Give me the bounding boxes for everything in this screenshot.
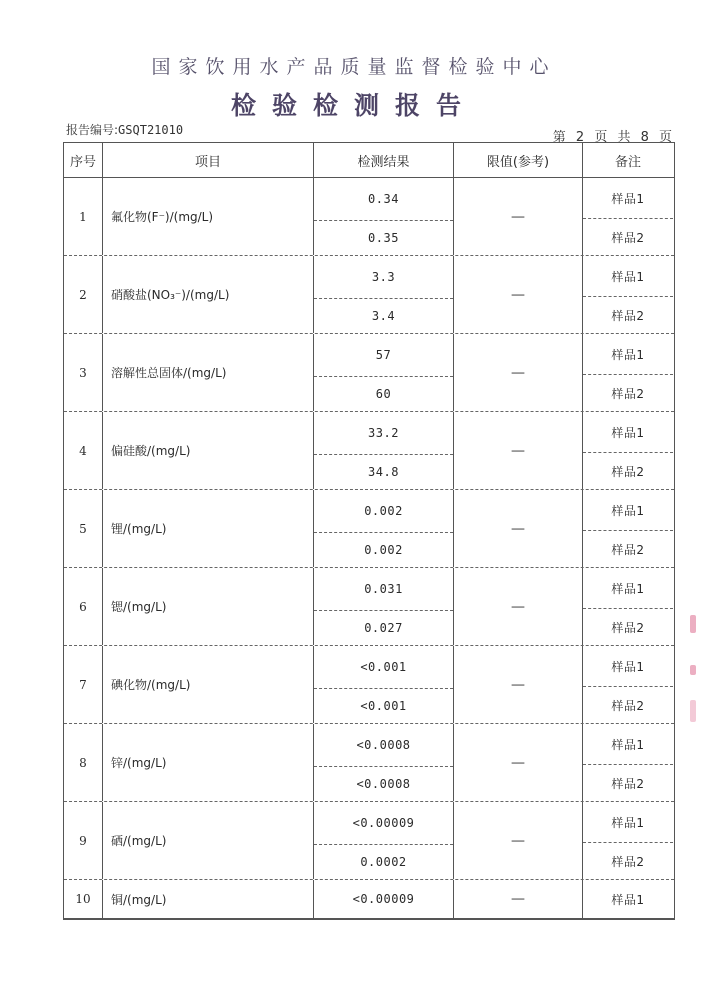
table-row: [64, 646, 674, 724]
limit-value: —: [454, 802, 583, 879]
report-number-value: GSQT21010: [118, 123, 184, 137]
results-table: [63, 142, 675, 920]
item-name: 锶/(mg/L): [103, 568, 314, 645]
table-row: [64, 880, 674, 918]
item-name: 溶解性总固体/(mg/L): [103, 334, 314, 411]
result-value: 0.002: [314, 490, 453, 533]
column-header-item: 项目: [103, 143, 314, 177]
sample-note: 样品2: [611, 308, 645, 323]
document-title: 检验检测报告: [230, 91, 477, 120]
result-value: <0.001: [360, 699, 407, 713]
sample-note: 样品2: [611, 698, 645, 713]
row-number: 6: [64, 568, 103, 645]
limit-value: —: [454, 412, 583, 489]
result-value: 0.34: [314, 178, 453, 221]
result-value: 0.031: [314, 568, 453, 611]
row-number: 5: [64, 490, 103, 567]
sample-note: 样品1: [583, 334, 673, 375]
stamp-mark: [690, 615, 696, 633]
result-cell: [314, 490, 454, 567]
table-row: [64, 256, 674, 334]
row-number: 1: [64, 178, 103, 255]
table-body: [64, 178, 674, 918]
sample-note: 样品1: [611, 892, 645, 907]
page-indicator: 第 2 页 共 8 页: [552, 130, 675, 145]
note-cell: [583, 256, 673, 333]
sample-note: 样品1: [583, 256, 673, 297]
table-row: [64, 334, 674, 412]
table-row: [64, 412, 674, 490]
note-cell: [583, 334, 673, 411]
sample-note: 样品1: [583, 490, 673, 531]
note-cell: [583, 802, 673, 879]
sample-note: 样品1: [583, 412, 673, 453]
item-name: 锌/(mg/L): [103, 724, 314, 801]
result-value: 0.027: [364, 621, 403, 635]
result-cell: [314, 724, 454, 801]
result-value: 3.4: [371, 309, 396, 323]
result-cell: [314, 568, 454, 645]
note-cell: [583, 880, 673, 918]
result-cell: [314, 880, 454, 918]
column-header-note: 备注: [614, 154, 641, 170]
sample-note: 样品1: [583, 724, 673, 765]
item-name: 碘化物/(mg/L): [103, 646, 314, 723]
item-name: 锂/(mg/L): [103, 490, 314, 567]
result-cell: [314, 256, 454, 333]
item-name: 氟化物(F⁻)/(mg/L): [103, 178, 314, 255]
result-cell: [314, 802, 454, 879]
row-number: 8: [64, 724, 103, 801]
sample-note: 样品2: [611, 464, 645, 479]
note-cell: [583, 178, 673, 255]
table-row: [64, 568, 674, 646]
result-value: <0.001: [314, 646, 453, 689]
sample-note: 样品2: [611, 386, 645, 401]
item-name: 铜/(mg/L): [103, 880, 314, 918]
note-cell: [583, 490, 673, 567]
limit-value: —: [454, 178, 583, 255]
result-cell: [314, 334, 454, 411]
table-row: [64, 724, 674, 802]
column-header-result: 检测结果: [314, 143, 454, 177]
result-value: <0.0008: [314, 724, 453, 767]
note-cell: [583, 412, 673, 489]
limit-value: —: [454, 490, 583, 567]
sample-note: 样品1: [583, 646, 673, 687]
report-number-label: 报告编号:: [66, 123, 119, 137]
column-header-no: 序号: [64, 143, 103, 177]
limit-value: —: [454, 646, 583, 723]
table-row: [64, 178, 674, 256]
report-number: [66, 121, 183, 138]
result-cell: [314, 412, 454, 489]
item-name: 硝酸盐(NO₃⁻)/(mg/L): [103, 256, 314, 333]
result-cell: [314, 646, 454, 723]
note-cell: [583, 646, 673, 723]
sample-note: 样品1: [583, 178, 673, 219]
limit-value: —: [454, 334, 583, 411]
note-cell: [583, 724, 673, 801]
table-row: [64, 802, 674, 880]
sample-note: 样品2: [611, 542, 645, 557]
result-value: <0.00009: [314, 802, 453, 845]
sample-note: 样品2: [611, 620, 645, 635]
limit-value: —: [454, 880, 583, 918]
row-number: 7: [64, 646, 103, 723]
result-value: <0.0008: [356, 777, 411, 791]
sample-note: 样品1: [583, 802, 673, 843]
column-header-limit: 限值(参考): [454, 143, 583, 177]
row-number: 9: [64, 802, 103, 879]
sample-note: 样品2: [611, 230, 645, 245]
row-number: 10: [64, 880, 103, 918]
sample-note: 样品2: [611, 854, 645, 869]
stamp-mark: [690, 665, 696, 675]
row-number: 2: [64, 256, 103, 333]
table-header: [64, 143, 674, 178]
limit-value: —: [454, 724, 583, 801]
result-value: 0.0002: [360, 855, 407, 869]
result-value: 34.8: [368, 465, 399, 479]
note-cell: [583, 568, 673, 645]
stamp-mark: [690, 700, 696, 722]
result-value: <0.00009: [352, 892, 415, 906]
result-value: 0.002: [364, 543, 403, 557]
row-number: 4: [64, 412, 103, 489]
item-name: 硒/(mg/L): [103, 802, 314, 879]
result-value: 60: [375, 387, 392, 401]
result-value: 57: [314, 334, 453, 377]
sample-note: 样品2: [611, 776, 645, 791]
sample-note: 样品1: [583, 568, 673, 609]
row-number: 3: [64, 334, 103, 411]
result-cell: [314, 178, 454, 255]
organization-name: 国家饮用水产品质量监督检验中心: [151, 56, 557, 78]
item-name: 偏硅酸/(mg/L): [103, 412, 314, 489]
result-value: 0.35: [368, 231, 399, 245]
result-value: 3.3: [314, 256, 453, 299]
result-value: 33.2: [314, 412, 453, 455]
limit-value: —: [454, 256, 583, 333]
table-row: [64, 490, 674, 568]
limit-value: —: [454, 568, 583, 645]
